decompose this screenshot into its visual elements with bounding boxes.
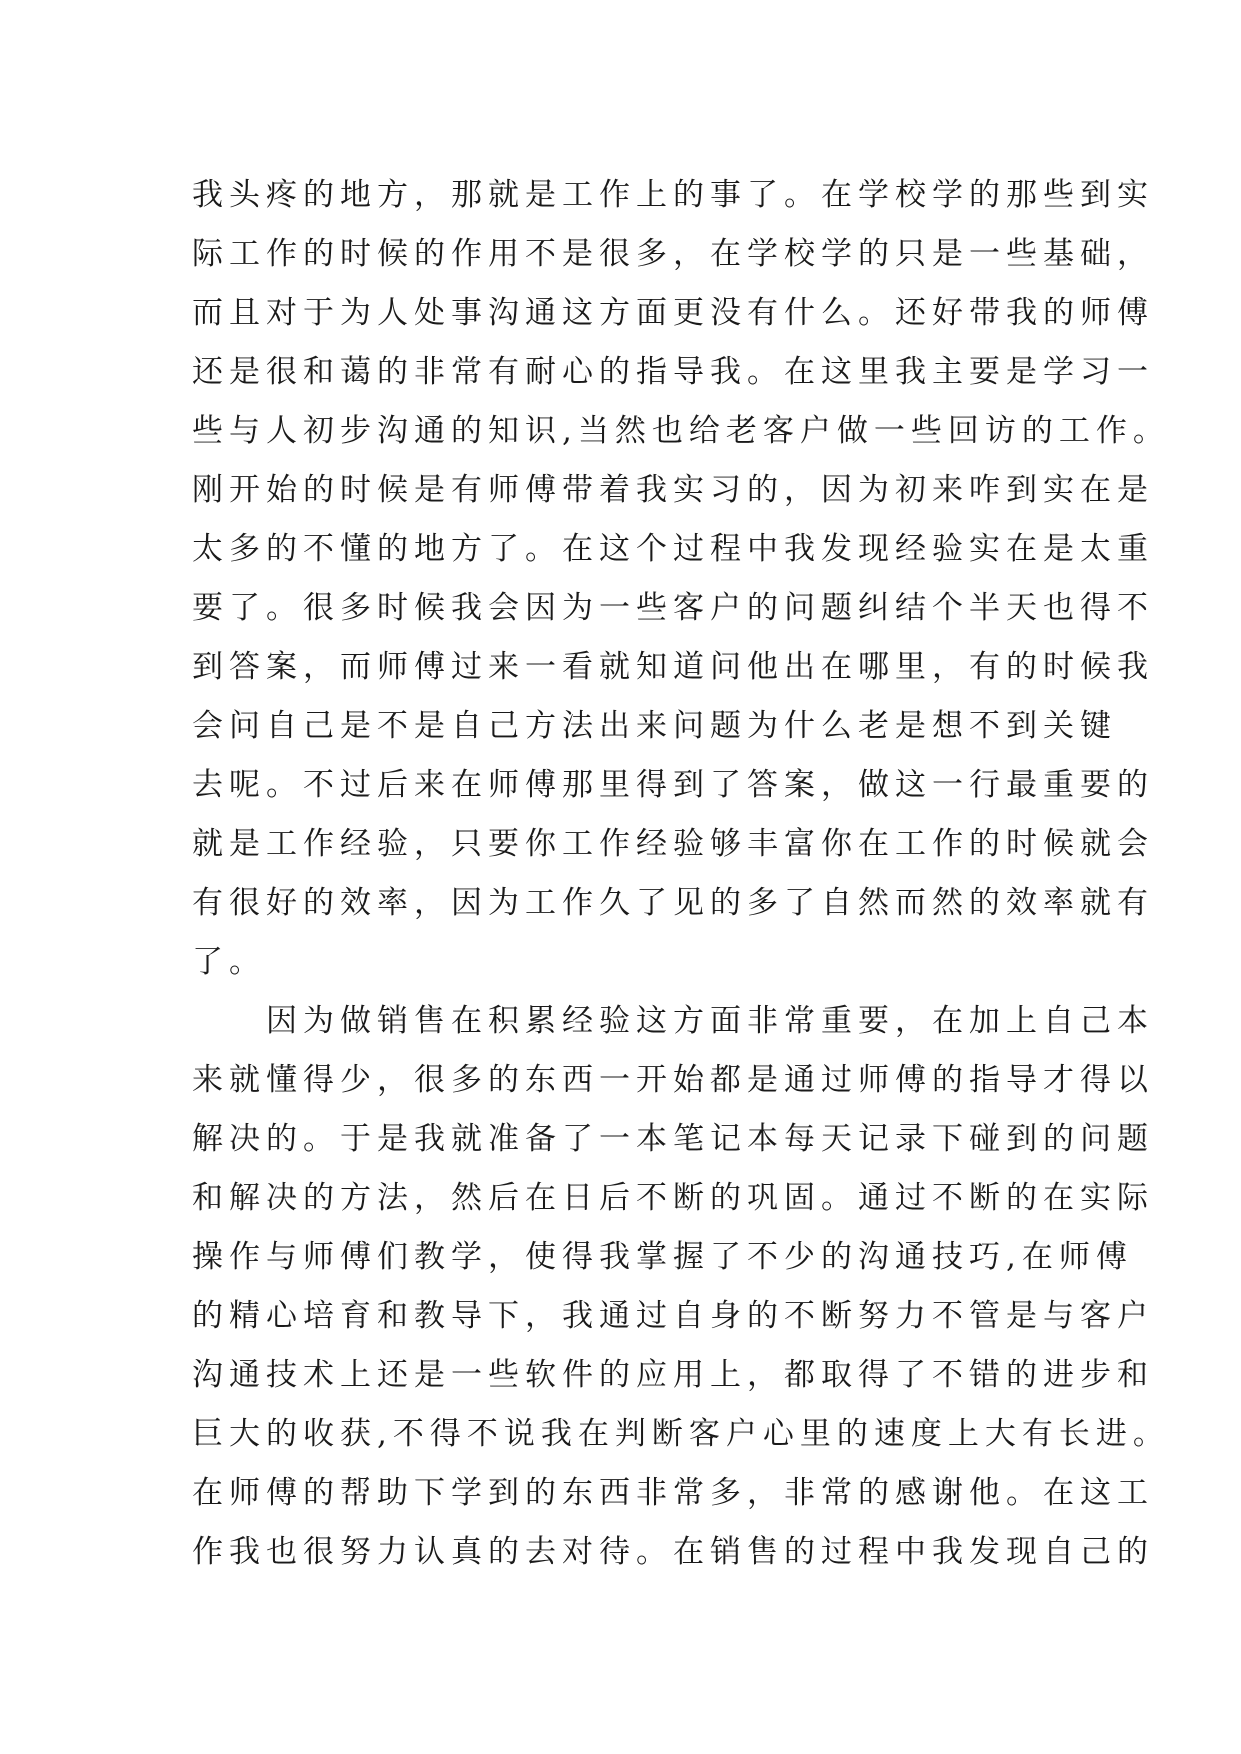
text-line: 在师傅的帮助下学到的东西非常多，非常的感谢他。在这工	[192, 1475, 1154, 1511]
text-line: 来就懂得少，很多的东西一开始都是通过师傅的指导才得以	[192, 1062, 1154, 1098]
text-line: 刚开始的时候是有师傅带着我实习的，因为初来咋到实在是	[192, 472, 1154, 508]
text-line: 就是工作经验，只要你工作经验够丰富你在工作的时候就会	[192, 826, 1154, 862]
text-line: 去呢。不过后来在师傅那里得到了答案，做这一行最重要的	[192, 767, 1154, 803]
text-line: 作我也很努力认真的去对待。在销售的过程中我发现自己的	[192, 1534, 1154, 1570]
text-line: 操作与师傅们教学，使得我掌握了不少的沟通技巧,在师傅	[192, 1239, 1133, 1275]
text-line: 会问自己是不是自己方法出来问题为什么老是想不到关键	[192, 708, 1117, 744]
text-line: 而且对于为人处事沟通这方面更没有什么。还好带我的师傅	[192, 295, 1154, 331]
text-line: 要了。很多时候我会因为一些客户的问题纠结个半天也得不	[192, 590, 1154, 626]
text-line: 我头疼的地方，那就是工作上的事了。在学校学的那些到实	[192, 177, 1154, 213]
text-line: 到答案，而师傅过来一看就知道问他出在哪里，有的时候我	[192, 649, 1154, 685]
text-line: 太多的不懂的地方了。在这个过程中我发现经验实在是太重	[192, 531, 1154, 567]
body-text	[192, 166, 1170, 1582]
text-line: 些与人初步沟通的知识,当然也给老客户做一些回访的工作。	[192, 413, 1170, 449]
text-line: 了。	[192, 944, 266, 980]
text-line: 有很好的效率，因为工作久了见的多了自然而然的效率就有	[192, 885, 1154, 921]
text-line: 解决的。于是我就准备了一本笔记本每天记录下碰到的问题	[192, 1121, 1154, 1157]
text-line: 际工作的时候的作用不是很多，在学校学的只是一些基础，	[192, 236, 1154, 272]
text-line: 因为做销售在积累经验这方面非常重要，在加上自己本	[192, 1003, 1154, 1039]
text-line: 和解决的方法，然后在日后不断的巩固。通过不断的在实际	[192, 1180, 1154, 1216]
text-line: 还是很和蔼的非常有耐心的指导我。在这里我主要是学习一	[192, 354, 1154, 390]
text-line: 的精心培育和教导下，我通过自身的不断努力不管是与客户	[192, 1298, 1154, 1334]
text-line: 沟通技术上还是一些软件的应用上，都取得了不错的进步和	[192, 1357, 1154, 1393]
text-line: 巨大的收获,不得不说我在判断客户心里的速度上大有长进。	[192, 1416, 1170, 1452]
